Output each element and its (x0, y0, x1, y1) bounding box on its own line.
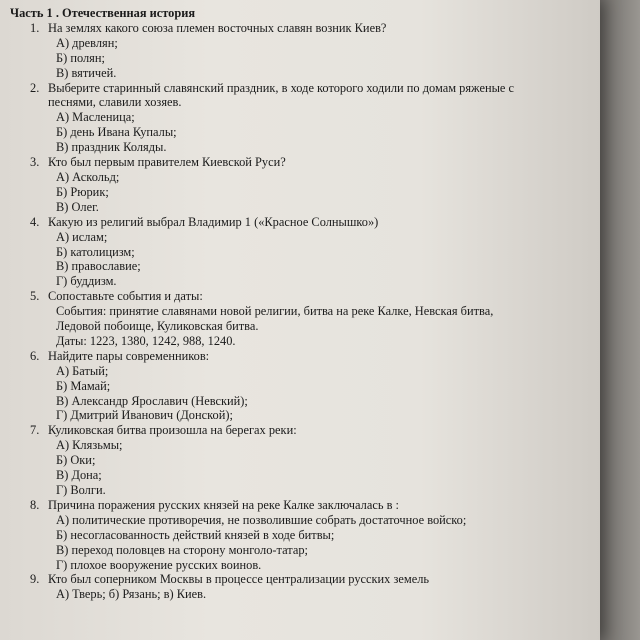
question-number: 9. (30, 572, 40, 587)
page-title: Часть 1 . Отечественная история (10, 6, 196, 20)
question-1 (8, 21, 593, 36)
question-9 (8, 572, 593, 587)
answer-option: В) Дона; (56, 468, 102, 483)
answer-option: В) Александр Ярославич (Невский); (56, 393, 248, 408)
question-text: Найдите пары современников: (48, 348, 210, 363)
answer-option: А) Клязьмы; (56, 438, 123, 453)
answer-option: Б) Оки; (56, 453, 96, 468)
question-8 (8, 498, 593, 513)
answer-option: Г) Дмитрий Иванович (Донской); (56, 408, 233, 423)
answer-option: Б) день Ивана Купалы; (56, 125, 177, 140)
question-number: 1. (30, 20, 40, 35)
answer-option: Г) буддизм. (56, 274, 117, 289)
answer-option: В) переход половцев на сторону монголо-татар; (56, 542, 308, 557)
question-text: Какую из религий выбрал Владимир 1 («Красное Солнышко») (48, 214, 379, 229)
answer-option: Г) плохое вооружение русских воинов. (56, 557, 262, 572)
question-text: Куликовская битва произошла на берегах реки: (48, 423, 297, 438)
question-detail-line: Ледовой побоище, Куликовская битва. (56, 319, 259, 334)
question-number: 5. (30, 289, 40, 304)
answer-option: А) ислам; (56, 229, 108, 244)
question-3 (8, 155, 593, 170)
answer-option: В) Олег. (56, 199, 99, 214)
question-text: Кто был соперником Москвы в процессе централизации русских земель (48, 572, 430, 587)
answer-option: Б) Мамай; (56, 378, 111, 393)
answer-option: Б) несогласованность действий князей в ходе битвы; (56, 527, 335, 542)
answer-option: А) древлян; (56, 35, 118, 50)
question-6 (8, 349, 593, 364)
answer-option: В) православие; (56, 259, 141, 274)
answer-option: Б) Рюрик; (56, 184, 109, 199)
answer-option: В) праздник Коляды. (56, 140, 167, 155)
question-text: На землях какого союза племен восточных славян возник Киев? (48, 20, 387, 35)
question-detail-line: Даты: 1223, 1380, 1242, 988, 1240. (56, 333, 236, 348)
background-edge (600, 0, 640, 640)
question-text: Причина поражения русских князей на реке Калке заключалась в : (48, 497, 399, 512)
question-number: 6. (30, 348, 40, 363)
question-text: Кто был первым правителем Киевской Руси? (48, 155, 286, 170)
document-content (8, 6, 593, 602)
answer-option: А) Тверь; б) Рязань; в) Киев. (56, 587, 207, 602)
question-detail-line: События: принятие славянами новой религии, битва на реке Калке, Невская битва, (56, 304, 494, 319)
question-2 (8, 81, 593, 96)
question-number: 4. (30, 214, 40, 229)
answer-option: А) политические противоречия, не позволившие собрать достаточное войско; (56, 512, 467, 527)
answer-option: А) Масленица; (56, 110, 135, 125)
answer-option: В) вятичей. (56, 65, 117, 80)
answer-option: А) Батый; (56, 363, 109, 378)
answer-option: Г) Волги. (56, 483, 106, 497)
question-number: 7. (30, 423, 40, 438)
answer-option: Б) католицизм; (56, 244, 135, 259)
question-number: 2. (30, 80, 40, 95)
question-text: Выберите старинный славянский праздник, в ходе которого ходили по домам ряженые с (48, 80, 515, 95)
question-4 (8, 215, 593, 230)
question-number: 8. (30, 497, 40, 512)
question-7 (8, 423, 593, 438)
answer-option: А) Аскольд; (56, 169, 120, 184)
question-text-continued: песнями, славили хозяев. (48, 95, 182, 110)
answer-option: Б) полян; (56, 50, 105, 65)
question-text: Сопоставьте события и даты: (48, 289, 203, 304)
question-5 (8, 289, 593, 304)
question-number: 3. (30, 155, 40, 170)
